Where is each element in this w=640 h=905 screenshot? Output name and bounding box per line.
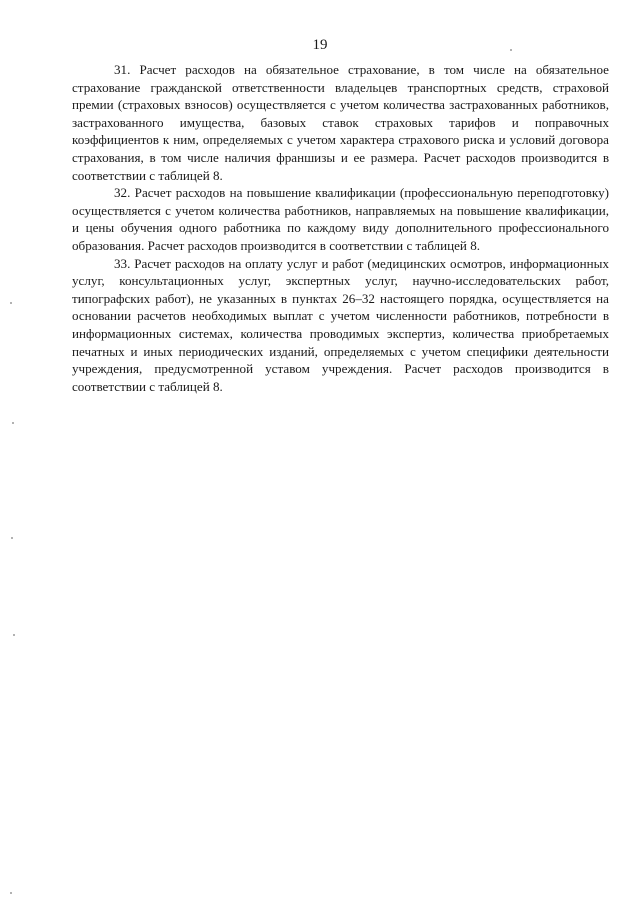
scan-speck <box>10 302 12 304</box>
scan-speck <box>12 422 14 424</box>
paragraph-31: 31. Расчет расходов на обязательное страхование, в том числе на обязательное страхование гражданской ответственности владельцев транспортных средств, страховой премии (страховых взносов) осуществляется с учетом количества застрахованных работников, застрахованного имущества, базовых ставок страховых тарифов и поправочных коэффициентов к ним, определяемых с учетом характера страхового риска и условий договора страхования, в том числе наличия франшизы и ее размера. Расчет расходов производится в соответствии с таблицей 8. <box>72 62 609 183</box>
scan-speck <box>13 634 15 636</box>
scan-speck <box>510 49 512 51</box>
page-number: 19 <box>312 37 328 53</box>
paragraph-32: 32. Расчет расходов на повышение квалификации (профессиональную переподготовку) осуществляется с учетом количества работников, направляемых на повышение квалификации, и цены обучения одного работника по каждому виду дополнительного профессионального образования. Расчет расходов производится в соответствии с таблицей 8. <box>72 185 609 253</box>
document-body <box>72 61 609 395</box>
scan-speck <box>11 537 13 539</box>
paragraph-33: 33. Расчет расходов на оплату услуг и работ (медицинских осмотров, информационных услуг, консультационных услуг, экспертных услуг, научно-исследовательских работ, типографских работ), не указанных в пунктах 26–32 настоящего порядка, осуществляется на основании расчетов необходимых выплат с учетом численности работников, потребности в информационных системах, количества проводимых экспертиз, количества приобретаемых печатных и иных периодических изданий, определяемых с учетом специфики деятельности учреждения, предусмотренной уставом учреждения. Расчет расходов производится в соответствии с таблицей 8. <box>72 255 609 394</box>
scan-speck <box>10 892 12 894</box>
